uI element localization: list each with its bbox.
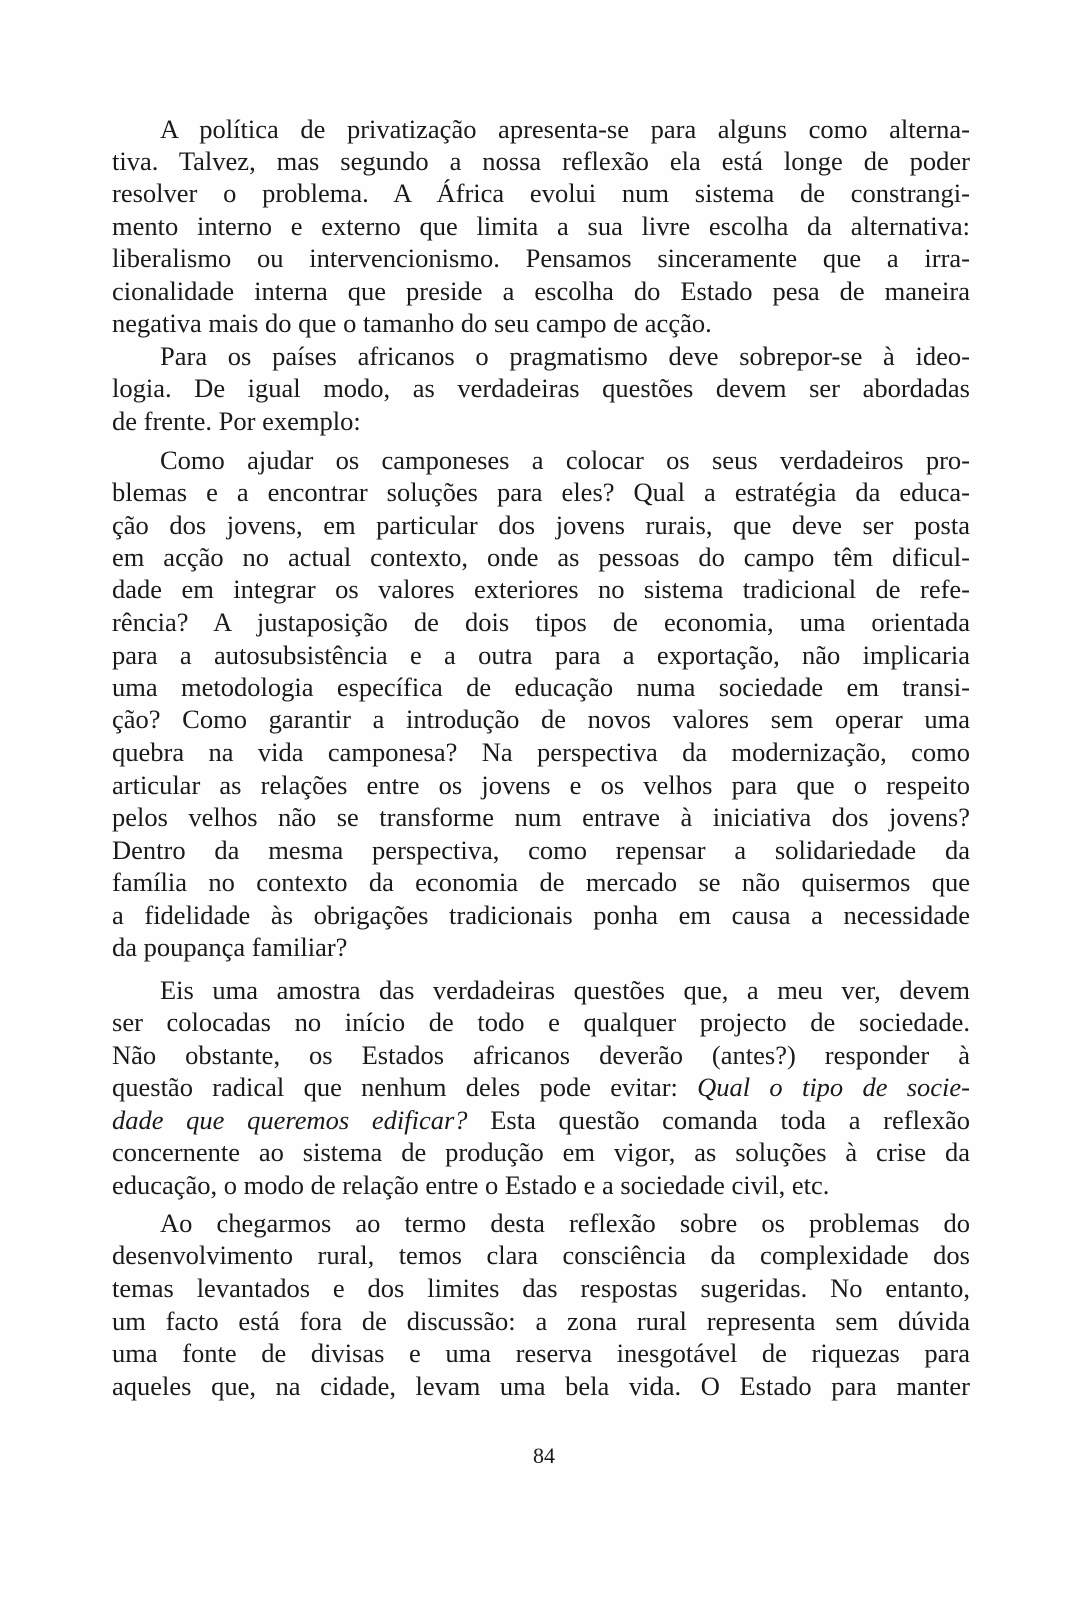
- text-line: [112, 541, 970, 573]
- text-segment: para a autosubsistência e a outra para a exportação, não implicaria: [112, 640, 970, 670]
- text-line: [112, 703, 970, 735]
- text-segment: família no contexto da economia de mercado se não quisermos que: [112, 867, 970, 897]
- text-segment: resolver o problema. A África evolui num sistema de constrangi-: [112, 178, 970, 208]
- text-segment: tiva. Talvez, mas segundo a nossa reflexão ela está longe de poder: [112, 146, 970, 176]
- text-line: [112, 177, 970, 209]
- text-line: [112, 509, 970, 541]
- text-segment: pelos velhos não se transforme num entrave à iniciativa dos jovens?: [112, 802, 970, 832]
- text-segment: quebra na vida camponesa? Na perspectiva da modernização, como: [112, 737, 970, 767]
- text-line: [112, 1071, 970, 1103]
- text-segment: Como ajudar os camponeses a colocar os seus verdadeiros pro-: [160, 445, 970, 475]
- text-segment: uma fonte de divisas e uma reserva inesgotável de riquezas para: [112, 1338, 970, 1368]
- text-line: [112, 736, 970, 768]
- text-line: [112, 899, 970, 931]
- text-segment: Ao chegarmos ao termo desta reflexão sobre os problemas do: [160, 1208, 970, 1238]
- text-segment: mento interno e externo que limita a sua livre escolha da alternativa:: [112, 211, 970, 241]
- italic-segment: Qual o tipo de socie-: [697, 1072, 970, 1102]
- text-line: [112, 671, 970, 703]
- text-line: [112, 1136, 970, 1168]
- text-segment: A política de privatização apresenta-se para alguns como alterna-: [160, 114, 970, 144]
- text-segment: blemas e a encontrar soluções para eles? Qual a estratégia da educa-: [112, 477, 970, 507]
- text-line: [160, 340, 970, 372]
- text-segment: concernente ao sistema de produção em vigor, as soluções à crise da: [112, 1137, 970, 1167]
- text-segment: de frente. Por exemplo:: [112, 406, 361, 436]
- page-number: 84: [533, 1443, 555, 1468]
- text-segment: Dentro da mesma perspectiva, como repensar a solidariedade da: [112, 835, 970, 865]
- text-line: [112, 573, 970, 605]
- text-line: [112, 1370, 970, 1402]
- text-segment: aqueles que, na cidade, levam uma bela vida. O Estado para manter: [112, 1371, 970, 1401]
- text-line: [112, 639, 970, 671]
- text-segment: articular as relações entre os jovens e os velhos para que o respeito: [112, 770, 970, 800]
- text-line: [112, 275, 970, 307]
- text-line: [112, 834, 970, 866]
- text-segment: ção dos jovens, em particular dos jovens rurais, que deve ser posta: [112, 510, 970, 540]
- text-line: [160, 113, 970, 145]
- text-segment: dade em integrar os valores exteriores no sistema tradicional de refe-: [112, 574, 970, 604]
- text-line: [112, 372, 970, 404]
- italic-segment: dade que queremos edificar?: [112, 1105, 468, 1135]
- text-line: [160, 1207, 970, 1239]
- text-segment: Esta questão comanda toda a reflexão: [467, 1105, 970, 1135]
- text-line: [160, 974, 970, 1006]
- text-segment: logia. De igual modo, as verdadeiras questões devem ser abordadas: [112, 373, 970, 403]
- text-segment: uma metodologia específica de educação numa sociedade em transi-: [112, 672, 970, 702]
- text-line: [112, 476, 970, 508]
- text-line: [112, 1006, 970, 1038]
- text-line: [112, 1239, 970, 1271]
- text-line: [112, 801, 970, 833]
- text-line: [112, 1169, 970, 1201]
- text-line: [112, 1305, 970, 1337]
- text-segment: questão radical que nenhum deles pode evitar:: [112, 1072, 698, 1102]
- text-line: [112, 210, 970, 242]
- text-line: [112, 1272, 970, 1304]
- text-segment: Eis uma amostra das verdadeiras questões que, a meu ver, devem: [160, 975, 970, 1005]
- text-line: [112, 145, 970, 177]
- text-segment: educação, o modo de relação entre o Estado e a sociedade civil, etc.: [112, 1170, 830, 1200]
- text-segment: liberalismo ou intervencionismo. Pensamos sinceramente que a irra-: [112, 243, 970, 273]
- text-segment: Não obstante, os Estados africanos deverão (antes?) responder à: [112, 1040, 970, 1070]
- text-segment: temas levantados e dos limites das respostas sugeridas. No entanto,: [112, 1273, 970, 1303]
- text-segment: negativa mais do que o tamanho do seu campo de acção.: [112, 308, 712, 338]
- text-line: [112, 606, 970, 638]
- text-segment: ção? Como garantir a introdução de novos valores sem operar uma: [112, 704, 970, 734]
- text-line: [112, 1337, 970, 1369]
- text-segment: rência? A justaposição de dois tipos de economia, uma orientada: [112, 607, 970, 637]
- text-segment: a fidelidade às obrigações tradicionais ponha em causa a necessidade: [112, 900, 970, 930]
- text-line: [112, 242, 970, 274]
- text-segment: ser colocadas no início de todo e qualquer projecto de sociedade.: [112, 1007, 970, 1037]
- text-segment: em acção no actual contexto, onde as pessoas do campo têm dificul-: [112, 542, 970, 572]
- text-line: [112, 1039, 970, 1071]
- text-line: [112, 866, 970, 898]
- text-segment: Para os países africanos o pragmatismo deve sobrepor-se à ideo-: [160, 341, 970, 371]
- text-line: [112, 1104, 970, 1136]
- text-segment: um facto está fora de discussão: a zona rural representa sem dúvida: [112, 1306, 970, 1336]
- text-line: [112, 405, 970, 437]
- text-line: [112, 769, 970, 801]
- text-segment: desenvolvimento rural, temos clara consciência da complexidade dos: [112, 1240, 970, 1270]
- text-line: [112, 931, 970, 963]
- text-segment: da poupança familiar?: [112, 932, 348, 962]
- text-line: [112, 307, 970, 339]
- text-line: [160, 444, 970, 476]
- text-segment: cionalidade interna que preside a escolha do Estado pesa de maneira: [112, 276, 970, 306]
